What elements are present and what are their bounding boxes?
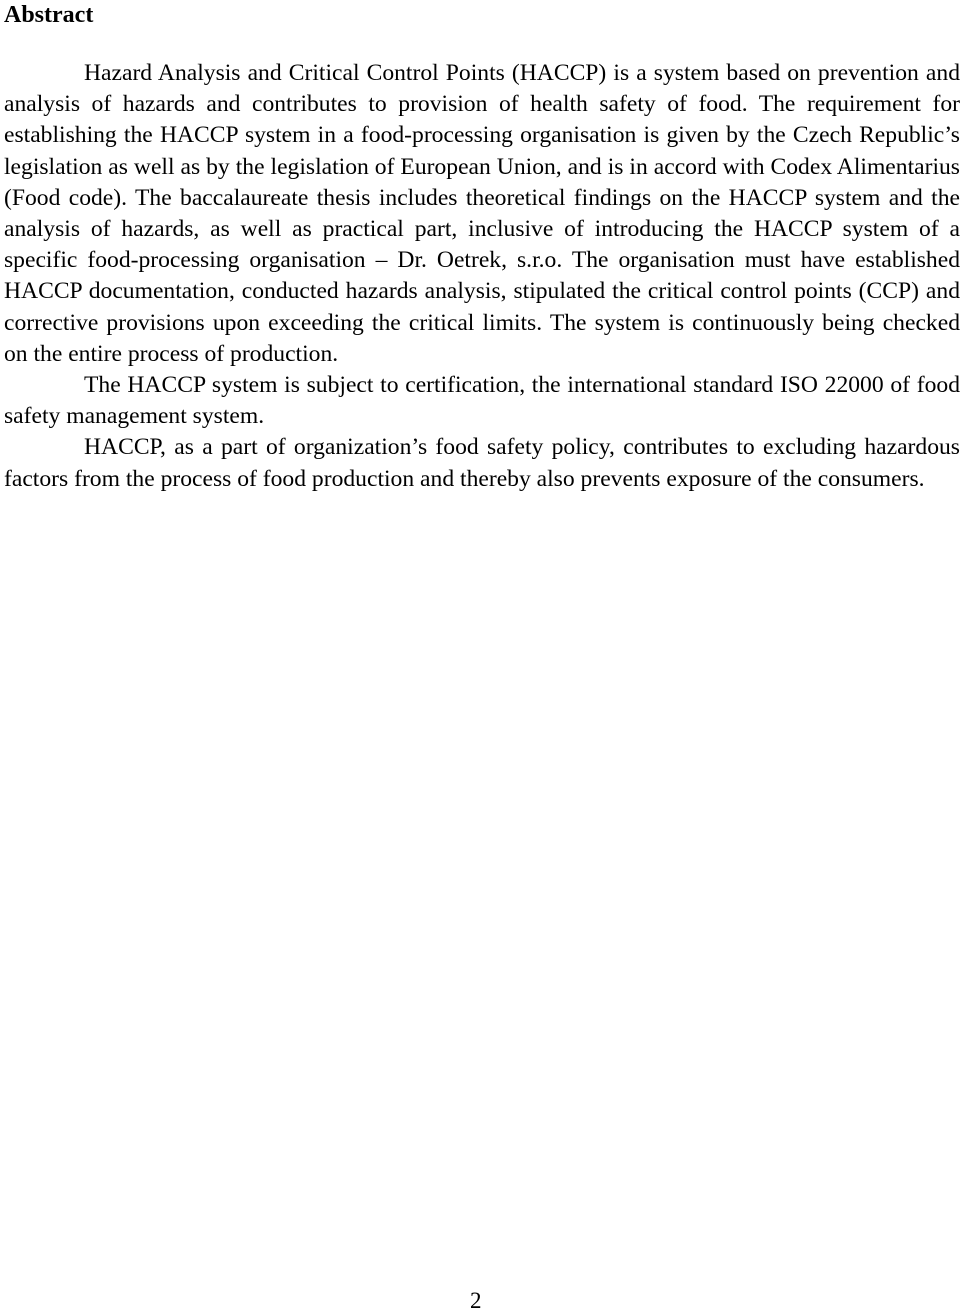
abstract-heading: Abstract bbox=[4, 2, 94, 28]
abstract-body bbox=[4, 58, 960, 495]
abstract-paragraph-2: The HACCP system is subject to certification, the international standard ISO 22000 of food safety management system. bbox=[4, 372, 960, 430]
page-number: 2 bbox=[470, 1288, 482, 1313]
abstract-paragraph-3: HACCP, as a part of organization’s food safety policy, contributes to excluding hazardous factors from the process of food production and thereby also prevents exposure of the consumers. bbox=[4, 434, 960, 492]
abstract-paragraph-1: Hazard Analysis and Critical Control Points (HACCP) is a system based on prevention and analysis of hazards and contributes to provision of health safety of food. The requirement for establishing the HACCP system in a food-processing organisation is given by the Czech Republic’s legislation as well as by the legislation of European Union, and is in accord with Codex Alimentarius (Food code). The baccalaureate thesis includes theoretical findings on the HACCP system and the analysis of hazards, as well as practical part, inclusive of introducing the HACCP system of a specific food-processing organisation – Dr. Oetrek, s.r.o. The organisation must have established HACCP documentation, conducted hazards analysis, stipulated the critical control points (CCP) and corrective provisions upon exceeding the critical limits. The system is continuously being checked on the entire process of production. bbox=[4, 60, 960, 367]
